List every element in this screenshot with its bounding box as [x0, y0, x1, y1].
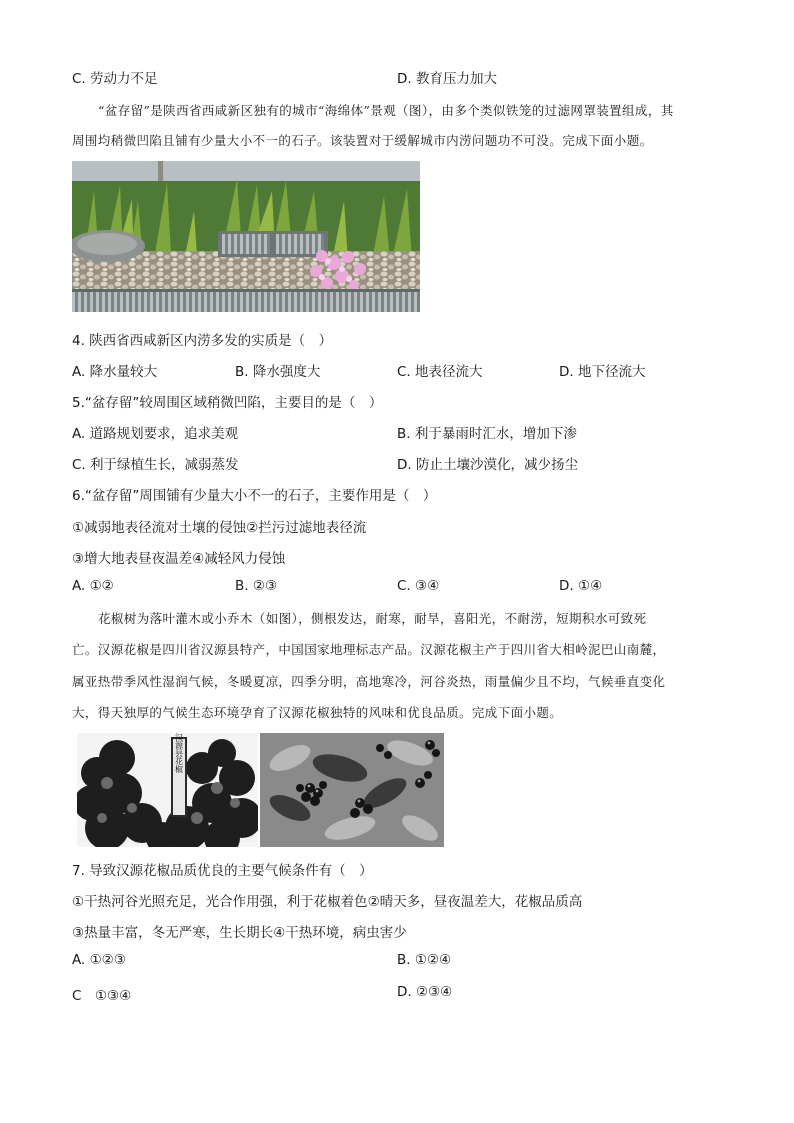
q6-stem: 6.“盆存留”周围铺有少量大小不一的石子，主要作用是（ ） — [72, 488, 437, 504]
q4-option-c: C. 地表径流大 — [397, 364, 483, 380]
q5-option-b: B. 利于暴雨时汇水，增加下渗 — [397, 426, 577, 442]
passage2-line1: 花椒树为落叶灌木或小乔木（如图），侧根发达，耐寒，耐旱，喜阳光，不耐涝，短期积水可致死 — [98, 611, 647, 626]
q5-option-c: C. 利于绿植生长，减弱蒸发 — [72, 457, 239, 473]
q6-option-d: D. ①④ — [559, 578, 603, 594]
q7-option-d: D. ②③④ — [397, 984, 453, 1000]
q5-stem: 5.“盆存留”较周围区域稍微凹陷，主要目的是（ ） — [72, 395, 383, 411]
q6-option-b: B. ②③ — [235, 578, 278, 594]
q7-option-b: B. ①②④ — [397, 952, 452, 968]
q7-statements-1: ①干热河谷光照充足，光合作用强，利于花椒着色②晴天多，昼夜温差大，花椒品质高 — [72, 894, 583, 910]
q6-option-c: C. ③④ — [397, 578, 440, 594]
q4-option-b: B. 降水强度大 — [235, 364, 321, 380]
q4-stem: 4. 陕西省西咸新区内涝多发的实质是（ ） — [72, 333, 333, 349]
pepper-berries-photo — [260, 733, 444, 847]
pepper-tree-photo — [77, 733, 258, 847]
q7-stem: 7. 导致汉源花椒品质优良的主要气候条件有（ ） — [72, 863, 373, 879]
q6-option-a: A. ①② — [72, 578, 114, 594]
q7-option-c: C ①③④ — [72, 988, 132, 1004]
option-c-prev: C. 劳动力不足 — [72, 71, 158, 87]
passage1-line1: “盆存留”是陕西省西咸新区独有的城市“海绵体”景观（图），由多个类似铁笼的过滤网罩装置组成，其 — [98, 103, 674, 118]
q7-statements-2: ③热量丰富，冬无严寒，生长期长④干热环境，病虫害少 — [72, 925, 407, 941]
q4-option-a: A. 降水量较大 — [72, 364, 158, 380]
passage2-line2: 亡。汉源花椒是四川省汉源县特产，中国国家地理标志产品。汉源花椒主产于四川省大相岭泥巴山南麓， — [72, 642, 666, 657]
sign-text: 汉源县花椒 — [174, 733, 184, 773]
passage2-line4: 大，得天独厚的气候生态环境孕育了汉源花椒独特的风味和优良品质。完成下面小题。 — [72, 705, 563, 720]
sponge-city-photo — [72, 161, 420, 312]
passage1-line2: 周围均稍微凹陷且铺有少量大小不一的石子。该装置对于缓解城市内涝问题功不可没。完成下面小题。 — [72, 133, 653, 148]
option-d-prev: D. 教育压力加大 — [397, 71, 497, 87]
passage2-line3: 属亚热带季风性湿润气候，冬暖夏凉，四季分明，高地寒冷，河谷炎热，雨量偏少且不均，气候垂直变化 — [72, 674, 666, 689]
q7-option-a: A. ①②③ — [72, 952, 126, 968]
q6-statements-1: ①减弱地表径流对土壤的侵蚀②拦污过滤地表径流 — [72, 520, 367, 536]
q6-statements-2: ③增大地表昼夜温差④减轻风力侵蚀 — [72, 551, 286, 567]
q4-option-d: D. 地下径流大 — [559, 364, 646, 380]
q5-option-a: A. 道路规划要求，追求美观 — [72, 426, 239, 442]
q5-option-d: D. 防止土壤沙漠化，减少扬尘 — [397, 457, 578, 473]
